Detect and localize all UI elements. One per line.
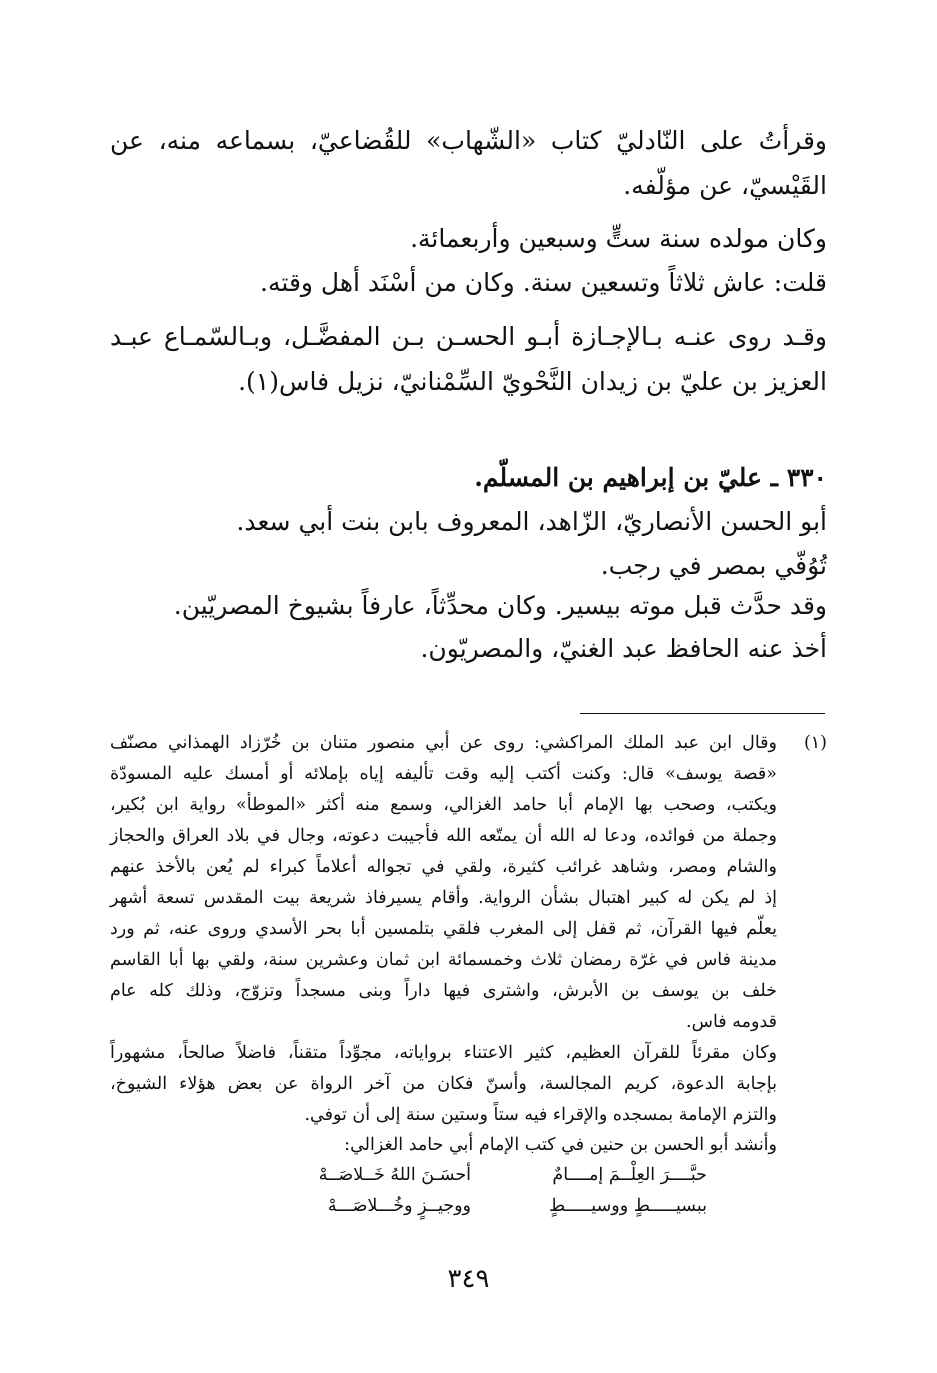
body-line: العزيز بن عليّ بن زيدان النَّحْويّ السِّمْنانيّ، نزيل فاس(١). [238, 367, 827, 396]
footnote-line: «قصة يوسف» قال: وكنت أكتب إليه وقت تأليفه إياه بإملائه أو أمسك عليه المسودّة [110, 764, 777, 784]
footnote-line: قدومه فاس. [686, 1012, 777, 1032]
footnote-line: وجملة من فوائده، ودعا له الله أن يمتّعه الله فأجيبت دعوته، وجال في بلاد العراق والحجاز [110, 826, 777, 846]
verse-first-hemistich: ببسيـــــطٍ ووسيـــــطٍ [549, 1196, 707, 1216]
footnote-line: وكان مقرئاً للقرآن العظيم، كثير الاعتناء برواياته، مجوِّداً متقناً، فاضلاً صالحاً، مشهوراً [110, 1043, 777, 1063]
footnote-line: بإجابة الدعوة، كريم المجالسة، وأسنّ فكان من آخر الرواة عن بعض هؤلاء الشيوخ، [110, 1074, 777, 1094]
verse-second-hemistich: أحسَـنَ اللهُ خَــلاصَــهْ [318, 1165, 471, 1185]
page-number: ٣٤٩ [447, 1264, 490, 1294]
footnote-line: مدينة فاس في غرّة رمضان ثلاث وخمسمائة ابن ثمان وعشرين سنة، ولقي بها أبا القاسم [110, 950, 777, 970]
footnote-marker: (١) [803, 733, 827, 753]
body-line: وقـد روى عنـه بـالإجـازة أبـو الحسـن بـن المفضَّـل، وبـالسّمـاع عبـد [110, 322, 827, 351]
body-line: قلت: عاش ثلاثاً وتسعين سنة. وكان من أسْنَد أهل وقته. [260, 268, 827, 297]
entry-line: أخذ عنه الحافظ عبد الغنيّ، والمصريّون. [420, 634, 827, 663]
entry-line: وقد حدَّث قبل موته بيسير. وكان محدِّثاً، عارفاً بشيوخ المصريّين. [173, 591, 827, 620]
verse-first-hemistich: حبَّــــرَ العِلْــمَ إمــــامٌ [552, 1165, 707, 1185]
entry-line: أبو الحسن الأنصاريّ، الزّاهد، المعروف بابن بنت أبي سعد. [236, 507, 827, 536]
footnote-line: والتزم الإمامة بمسجده والإقراء فيه ستاً وستين سنة إلى أن توفي. [304, 1105, 777, 1125]
body-line: القَيْسيّ، عن مؤلّفه. [623, 171, 827, 200]
footnote-line: ويكتب، وصحب بها الإمام أبا حامد الغزالي، وسمع منه أكثر «الموطأ» رواية ابن بُكير، [110, 795, 777, 815]
footnote-line: إذ لم يكن له كبير اهتبال بشأن الرواية. وأقام يسيرفاذ شريعة بيت المقدس تسعة أشهر [110, 888, 777, 908]
verse-second-hemistich: ووجيــزٍ وخُـــلاصَـــهْ [327, 1196, 471, 1216]
footnote-line: خلف بن يوسف بن الأبرش، واشترى فيها داراً وبنى مسجداً وتزوّج، وذلك كله عام [110, 981, 777, 1001]
body-line: وقرأتُ على النّادليّ كتاب «الشّهاب» للقُضاعيّ، بسماعه منه، عن [110, 126, 827, 155]
footnote-separator [580, 713, 825, 714]
footnote-line: وأنشد أبو الحسن بن حنين في كتب الإمام أبي حامد الغزالي: [344, 1135, 777, 1155]
body-line: وكان مولده سنة ستٍّ وسبعين وأربعمائة. [410, 224, 827, 253]
footnote-line: وقال ابن عبد الملك المراكشي: روى عن أبي منصور متنان بن خُرّزاد الهمذاني مصنّف [110, 733, 777, 753]
entry-heading: ٣٣٠ ـ عليّ بن إبراهيم بن المسلّم. [474, 463, 827, 492]
entry-line: تُوُفّي بمصر في رجب. [600, 551, 827, 580]
footnote-line: والشام ومصر، وشاهد غرائب كثيرة، ولقي في تجواله أعلاماً كبراء لم يُعن بالأخذ عنهم [110, 857, 777, 877]
footnote-line: يعلّم فيها القرآن، ثم قفل إلى المغرب فلقي بتلمسين أبا بحر الأسدي وروى عنه، ثم ورد [110, 919, 777, 939]
